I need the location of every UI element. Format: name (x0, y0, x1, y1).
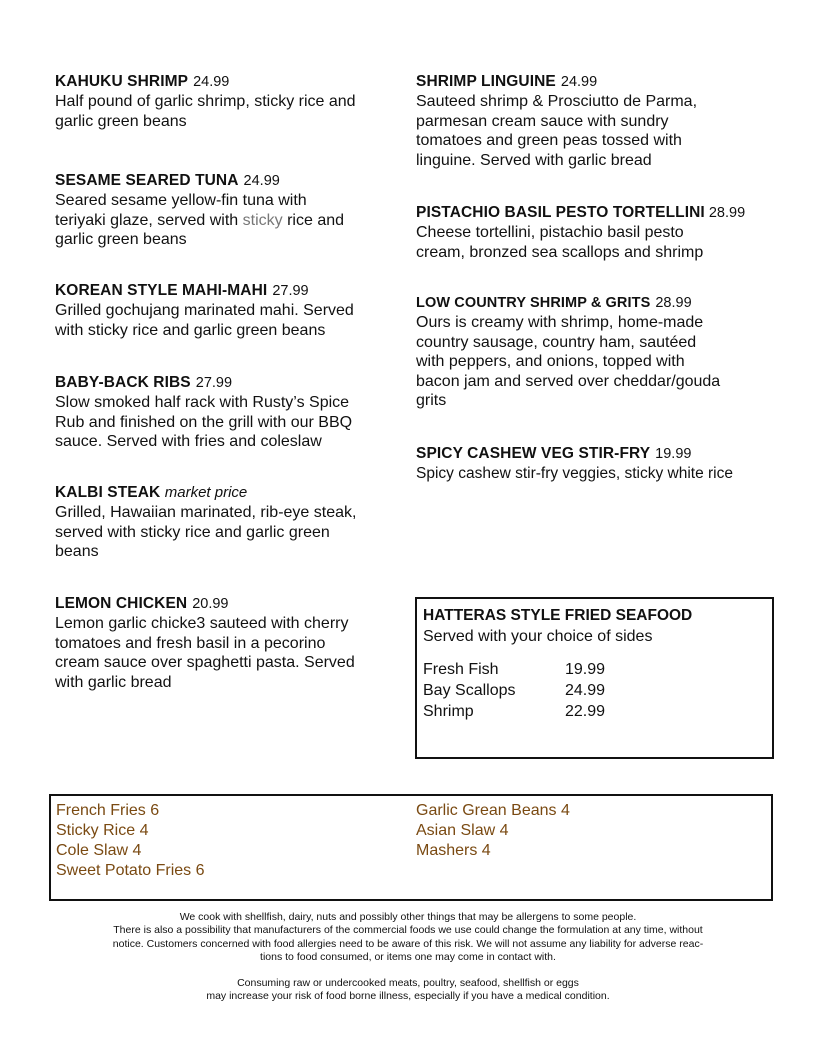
fried-seafood-box (415, 597, 774, 759)
item-price: 27.99 (272, 283, 309, 299)
item-price: 24.99 (193, 74, 230, 90)
side-item: Asian Slaw 4 (416, 822, 509, 839)
item-description: Seared sesame yellow-fin tuna with teriyaki glaze, served with sticky rice and garlic green beans (55, 192, 345, 249)
fried-seafood-row (423, 680, 766, 701)
disclaimer-line: notice. Customers concerned with food allergies need to be aware of this risk. We will not assume any liability for adverse reac- (112, 937, 704, 950)
item-description: Grilled, Hawaiian marinated, rib-eye steak, served with sticky rice and garlic green beans (55, 504, 357, 561)
side-item: Cole Slaw 4 (56, 842, 142, 859)
menu-right-column (416, 72, 774, 484)
fried-item-price: 24.99 (565, 682, 606, 699)
item-name: SHRIMP LINGUINE (416, 73, 556, 90)
fried-item-name: Bay Scallops (423, 682, 516, 699)
raw-food-warning-line: Consuming raw or undercooked meats, poultry, seafood, shellfish or eggs (237, 976, 579, 989)
item-name: BABY-BACK RIBS (55, 374, 191, 391)
item-name: PISTACHIO BASIL PESTO TORTELLINI (416, 204, 705, 221)
side-item: Sticky Rice 4 (56, 822, 149, 839)
disclaimer-line: We cook with shellfish, dairy, nuts and possibly other things that may be allergens to some people. (179, 911, 637, 923)
item-name: KOREAN STYLE MAHI-MAHI (55, 282, 268, 299)
item-price: 24.99 (560, 74, 598, 90)
menu-item-spicy-cashew-stir-fry (416, 444, 774, 484)
disclaimer-line: There is also a possibility that manufacturers of the commercial foods we use could change the formulation at any time, without (113, 924, 703, 937)
menu-item-baby-back-ribs (55, 373, 405, 483)
item-name: LEMON CHICKEN (55, 595, 188, 612)
item-price: 19.99 (655, 446, 692, 462)
side-item: Garlic Grean Beans 4 (416, 802, 570, 819)
item-price: 20.99 (192, 596, 229, 612)
item-description: Ours is creamy with shrimp, home-made country sausage, country ham, sautéed with peppers, and onions, topped with bacon jam and served over cheddar/gouda grits (416, 314, 721, 410)
item-name: LOW COUNTRY SHRIMP & GRITS (416, 295, 651, 311)
item-name: KAHUKU SHRIMP (55, 73, 189, 90)
sides-list-left (56, 801, 205, 881)
item-price: 28.99 (708, 205, 746, 221)
side-item: Sweet Potato Fries 6 (56, 862, 205, 879)
menu-item-sesame-seared-tuna (55, 171, 405, 281)
menu-item-shrimp-linguine (416, 72, 774, 203)
item-name: SPICY CASHEW VEG STIR-FRY (416, 445, 651, 462)
raw-food-warning-line: may increase your risk of food borne illness, especially if you have a medical condition. (206, 990, 610, 1003)
allergen-disclaimer (50, 911, 766, 1003)
fried-seafood-title: HATTERAS STYLE FRIED SEAFOOD (423, 607, 693, 624)
item-description: Half pound of garlic shrimp, sticky rice and garlic green beans (55, 93, 356, 130)
item-description: Lemon garlic chicke3 sauteed with cherry tomatoes and fresh basil in a pecorino cream sauce over spaghetti pasta. Served with garlic bread (55, 615, 355, 691)
menu-left-column (55, 72, 405, 692)
sides-list-right (416, 801, 570, 861)
item-price: 28.99 (655, 295, 692, 311)
fried-item-price: 22.99 (565, 703, 606, 720)
item-name: SESAME SEARED TUNA (55, 172, 239, 189)
item-price: market price (164, 484, 248, 501)
fried-seafood-row (423, 701, 766, 722)
fried-seafood-row (423, 659, 766, 680)
menu-item-low-country-shrimp-grits (416, 293, 774, 444)
fried-item-name: Shrimp (423, 703, 474, 720)
item-description: Spicy cashew stir-fry veggies, sticky white rice (416, 465, 733, 482)
fried-seafood-subtitle: Served with your choice of sides (423, 628, 653, 645)
item-price: 24.99 (243, 173, 280, 189)
side-item: French Fries 6 (56, 802, 160, 819)
item-description: Slow smoked half rack with Rusty’s Spice Rub and finished on the grill with our BBQ sauce. Served with fries and coleslaw (55, 394, 353, 451)
side-item: Mashers 4 (416, 842, 491, 859)
disclaimer-line: tions to food consumed, or items one may come in contact with. (260, 951, 556, 964)
item-description: Sauteed shrimp & Prosciutto de Parma, parmesan cream sauce with sundry tomatoes and green peas tossed with linguine. Served with garlic bread (416, 93, 698, 169)
menu-item-korean-mahi-mahi (55, 281, 405, 373)
fried-item-name: Fresh Fish (423, 661, 499, 678)
item-description: Cheese tortellini, pistachio basil pesto cream, bronzed sea scallops and shrimp (416, 224, 704, 261)
menu-item-kahuku-shrimp (55, 72, 405, 171)
sides-box (49, 794, 773, 901)
fried-item-price: 19.99 (565, 661, 606, 678)
item-name: KALBI STEAK (55, 484, 161, 501)
menu-item-kalbi-steak (55, 483, 405, 594)
item-description: Grilled gochujang marinated mahi. Served with sticky rice and garlic green beans (55, 302, 354, 339)
menu-item-pistachio-pesto-tortellini (416, 203, 774, 293)
menu-item-lemon-chicken (55, 594, 405, 692)
item-price: 27.99 (195, 375, 233, 391)
